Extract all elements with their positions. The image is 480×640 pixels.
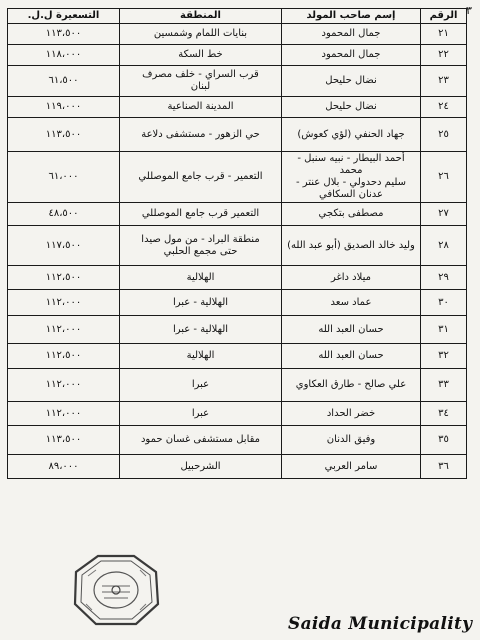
table-row xyxy=(8,97,467,118)
header-area: المنطقة xyxy=(120,9,282,24)
table-row xyxy=(8,266,467,290)
table-row xyxy=(8,369,467,402)
area-line: عبرا xyxy=(191,407,210,419)
cell-number: ٣٥ xyxy=(421,426,467,455)
owner-line: جهاد الحنفي (لؤي كعوش) xyxy=(297,128,405,140)
table-row xyxy=(8,66,467,97)
cell-price: ١١٢،٠٠٠ xyxy=(8,290,120,316)
table-row xyxy=(8,24,467,45)
table-row xyxy=(8,203,467,226)
cell-owner xyxy=(282,66,421,97)
cell-owner xyxy=(282,455,421,479)
cell-owner xyxy=(282,290,421,316)
owner-line: ميلاد داغر xyxy=(331,271,371,283)
cell-number: ٢٣ xyxy=(421,66,467,97)
cell-owner xyxy=(282,316,421,344)
area-line: المدينة الصناعية xyxy=(167,101,234,112)
header-number: الرقم xyxy=(421,9,467,24)
generator-pricing-table xyxy=(7,8,467,479)
owner-line: عماد سعد xyxy=(330,296,372,308)
cell-price: ١١٢،٠٠٠ xyxy=(8,402,120,426)
owner-line: مصطفى بتكجي xyxy=(318,208,384,219)
municipal-seal-icon xyxy=(70,552,162,628)
cell-price: ٨٩،٠٠٠ xyxy=(8,455,120,479)
owner-line: سليم دحدولي - بلال عنتر - xyxy=(295,177,407,188)
cell-number: ٣٦ xyxy=(421,455,467,479)
header-owner: إسم صاحب المولد xyxy=(282,9,421,24)
table-row xyxy=(8,152,467,203)
cell-area xyxy=(120,226,282,266)
cell-number: ٢٤ xyxy=(421,97,467,118)
cell-owner xyxy=(282,266,421,290)
cell-owner xyxy=(282,426,421,455)
cell-owner xyxy=(282,97,421,118)
owner-line: جمال المحمود xyxy=(321,28,381,39)
area-line: قرب السراي - خلف مصرف xyxy=(142,69,259,80)
table-row xyxy=(8,290,467,316)
owner-line: حسان العبد الله xyxy=(318,350,384,361)
cell-number: ٢٦ xyxy=(421,152,467,203)
cell-owner xyxy=(282,118,421,152)
cell-area xyxy=(120,203,282,226)
area-line: الهلالية xyxy=(186,350,215,361)
cell-area xyxy=(120,266,282,290)
area-line: التعمير - قرب جامع الموصللي xyxy=(138,171,263,182)
cell-price: ١١٨،٠٠٠ xyxy=(8,45,120,66)
cell-price: ١١٣،٥٠٠ xyxy=(8,426,120,455)
cell-price: ١١٢،٠٠٠ xyxy=(8,369,120,402)
cell-owner xyxy=(282,226,421,266)
owner-line: جمال المحمود xyxy=(321,49,381,60)
cell-area xyxy=(120,45,282,66)
owner-line: سامر العربي xyxy=(324,460,378,472)
cell-price: ٦١،٥٠٠ xyxy=(8,66,120,97)
area-line: مقابل مستشفى غسان حمود xyxy=(140,434,261,445)
cell-owner xyxy=(282,45,421,66)
cell-number: ٣٢ xyxy=(421,344,467,369)
cell-area xyxy=(120,290,282,316)
cell-area xyxy=(120,402,282,426)
cell-price: ١١٧،٥٠٠ xyxy=(8,226,120,266)
cell-number: ٢٨ xyxy=(421,226,467,266)
table-row xyxy=(8,426,467,455)
table-row xyxy=(8,118,467,152)
cell-owner xyxy=(282,203,421,226)
cell-price: ١١٩،٠٠٠ xyxy=(8,97,120,118)
cell-price: ١١٣،٥٠٠ xyxy=(8,24,120,45)
owner-line: حسان العبد الله xyxy=(318,323,384,335)
cell-price: ١١٢،٠٠٠ xyxy=(8,316,120,344)
cell-price: ١١٣،٥٠٠ xyxy=(8,118,120,152)
cell-price: ١١٢،٥٠٠ xyxy=(8,266,120,290)
cell-area xyxy=(120,97,282,118)
cell-number: ٣٤ xyxy=(421,402,467,426)
owner-line: خضر الحداد xyxy=(326,407,376,419)
owner-line: علي صالح - طارق العكاوي xyxy=(295,379,407,390)
cell-number: ٣٣ xyxy=(421,369,467,402)
table-body xyxy=(8,24,467,479)
cell-area xyxy=(120,369,282,402)
area-line: بنايات اللمام وشمسين xyxy=(153,28,248,39)
cell-owner xyxy=(282,152,421,203)
table-row xyxy=(8,344,467,369)
cell-owner xyxy=(282,344,421,369)
area-line: حتى مجمع الحلبي xyxy=(163,245,238,257)
cell-number: ٢١ xyxy=(421,24,467,45)
cell-number: ٣١ xyxy=(421,316,467,344)
cell-number: ٢٥ xyxy=(421,118,467,152)
owner-line: نضال حليحل xyxy=(325,75,377,86)
cell-area xyxy=(120,344,282,369)
cell-price: ١١٢،٥٠٠ xyxy=(8,344,120,369)
cell-area xyxy=(120,118,282,152)
cell-area xyxy=(120,455,282,479)
cell-area xyxy=(120,66,282,97)
cell-owner xyxy=(282,402,421,426)
cell-area xyxy=(120,152,282,203)
owner-line: نضال حليحل xyxy=(325,101,377,112)
area-line: الهلالية - عبرا xyxy=(172,323,229,335)
table-row xyxy=(8,45,467,66)
area-line: خط السكة xyxy=(178,49,223,60)
owner-line: وليد خالد الصديق (أبو عبد الله) xyxy=(287,239,415,251)
area-line: لبنان xyxy=(190,81,211,92)
table-header-row xyxy=(8,9,467,24)
owner-line: عدنان السكافي xyxy=(319,189,383,200)
area-line: الهلالية xyxy=(186,271,215,283)
cell-number: ٢٩ xyxy=(421,266,467,290)
cell-number: ٢٢ xyxy=(421,45,467,66)
table-row xyxy=(8,402,467,426)
owner-line: أحمد البيطار - نبيه سنبل - محمد xyxy=(297,153,405,176)
cell-price: ٤٨،٥٠٠ xyxy=(8,203,120,226)
cell-number: ٣٠ xyxy=(421,290,467,316)
footer-signature: Saida Municipality xyxy=(288,614,473,634)
area-line: الشرحبيل xyxy=(180,460,221,472)
header-price: التسعيرة ل.ل. xyxy=(8,9,120,24)
area-line: عبرا xyxy=(191,379,210,390)
cell-area xyxy=(120,426,282,455)
cell-owner xyxy=(282,369,421,402)
table-row xyxy=(8,316,467,344)
page-number-mark: ٣ xyxy=(466,4,472,17)
cell-price: ٦١،٠٠٠ xyxy=(8,152,120,203)
cell-number: ٢٧ xyxy=(421,203,467,226)
cell-area xyxy=(120,24,282,45)
area-line: الهلالية - عبرا xyxy=(172,296,229,308)
area-line: منطقة البراد - من مول صيدا xyxy=(141,233,260,245)
cell-owner xyxy=(282,24,421,45)
table-row xyxy=(8,455,467,479)
area-line: حي الزهور - مستشفى دلاعة xyxy=(141,128,260,140)
table-row xyxy=(8,226,467,266)
area-line: التعمير قرب جامع الموصللي xyxy=(141,208,260,219)
cell-area xyxy=(120,316,282,344)
owner-line: وفيق الدنان xyxy=(326,434,376,445)
